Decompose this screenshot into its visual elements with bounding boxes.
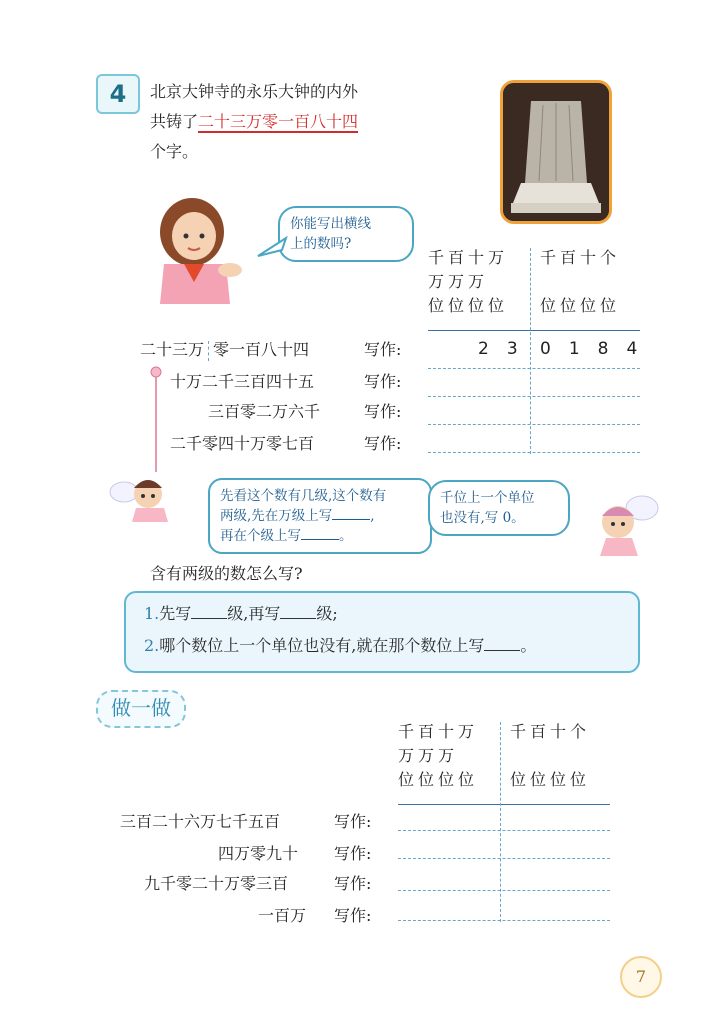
page-number: 7 (620, 956, 662, 998)
table2-header-rule (398, 804, 610, 805)
problem-number-badge: 4 (96, 74, 140, 114)
table2-row1-line[interactable] (398, 830, 610, 831)
method-bubble-line-3: 再在个级上写 。 (220, 528, 353, 544)
hint-bubble-line-2: 也没有,写 0。 (440, 510, 525, 526)
practice-heading: 做一做 (96, 690, 186, 728)
table1-row2-label: 十万二千三百四十五 (170, 372, 315, 391)
table1-row3-write: 写作: (364, 402, 402, 421)
table1-row1-answer-right: 0184 (540, 339, 656, 359)
method-bubble-line-1: 先看这个数有几级,这个数有 (220, 488, 387, 504)
hint-speech-bubble (428, 480, 570, 536)
table1-row1-label: 二十三万 零一百八十四 (140, 340, 310, 359)
table1-row3-label: 三百零二万六千 (208, 402, 321, 421)
table2-row4-line[interactable] (398, 920, 610, 921)
table1-row4-line[interactable] (428, 452, 640, 453)
table2-row3-label: 九千零二十万零三百 (144, 874, 289, 893)
table1-row1-write: 写作: (364, 340, 402, 359)
table1-header-ge: 千百十个 位位位位 (540, 248, 621, 315)
table1-row1-answer-left: 23 (478, 339, 536, 359)
girl-illustration (150, 192, 260, 307)
method-speech-bubble (208, 478, 432, 554)
table2-row4-label: 一百万 (258, 906, 307, 925)
table2-row2-line[interactable] (398, 858, 610, 859)
table2-header-wan: 千百十万 万万万 位位位位 (398, 722, 479, 789)
table2-divider (500, 722, 501, 922)
method-blank-1[interactable] (332, 519, 370, 520)
table1-row3-line[interactable] (428, 424, 640, 425)
girl-bubble-line-2: 上的数吗? (290, 236, 352, 252)
girl-speech-bubble (278, 206, 414, 262)
problem-line-2 (150, 108, 358, 136)
problem-line-2-prefix: 共铸了 (150, 112, 199, 131)
girl-bubble-line-1: 你能写出横线 (290, 216, 371, 232)
problem-highlight-number: 二十三万零一百八十四 (198, 112, 359, 131)
bell-image (503, 83, 609, 221)
problem-line-1: 北京大钟寺的永乐大钟的内外 (150, 82, 359, 101)
table2-row3-line[interactable] (398, 890, 610, 891)
table1-row2-write: 写作: (364, 372, 402, 391)
table2-row3-write: 写作: (334, 874, 372, 893)
method-blank-2[interactable] (301, 539, 339, 540)
method-bubble-line-2: 两级,先在万级上写 , (220, 508, 375, 524)
table2-row2-label: 四万零九十 (218, 844, 299, 863)
table2-row1-label: 三百二十六万七千五百 (120, 812, 281, 831)
table2-row4-write: 写作: (334, 906, 372, 925)
summary-box (124, 591, 640, 673)
problem-line-3: 个字。 (150, 142, 199, 161)
table1-row2-line[interactable] (428, 396, 640, 397)
summary-line-2: 2.哪个数位上一个单位也没有,就在那个数位上写 。 (144, 636, 537, 655)
summary-blank-3[interactable] (484, 650, 520, 651)
girl-bubble-tail (256, 236, 288, 260)
table2-row2-write: 写作: (334, 844, 372, 863)
summary-blank-1[interactable] (191, 618, 227, 619)
hint-bubble-line-1: 千位上一个单位 (440, 490, 535, 506)
bell-photo (500, 80, 612, 224)
table1-header-wan: 千百十万 万万万 位位位位 (428, 248, 509, 315)
table1-header-rule (428, 330, 640, 331)
summary-line-1: 1.先写 级,再写 级; (144, 604, 338, 623)
question-text: 含有两级的数怎么写? (150, 564, 303, 583)
pointer-pin (148, 364, 164, 474)
table1-row4-label: 二千零四十万零七百 (170, 434, 315, 453)
table2-row1-write: 写作: (334, 812, 372, 831)
table1-row1-line (428, 368, 640, 369)
angel-left-illustration (108, 468, 178, 524)
table2-header-ge: 千百十个 位位位位 (510, 722, 591, 789)
summary-blank-2[interactable] (280, 618, 316, 619)
angel-right-illustration (582, 488, 662, 560)
table1-row4-write: 写作: (364, 434, 402, 453)
